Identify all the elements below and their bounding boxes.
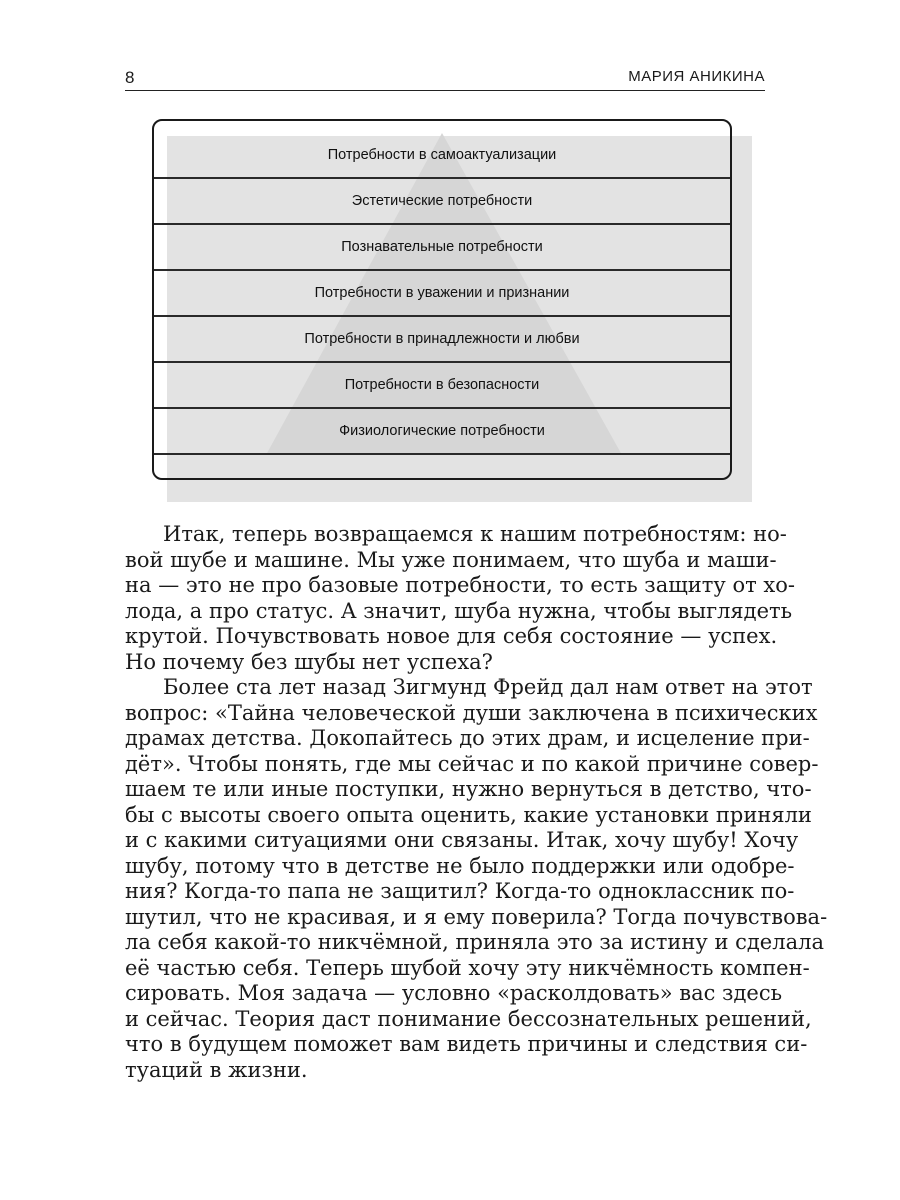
pyramid-level-label: Познавательные потребности [341, 239, 543, 255]
paragraph-1 [125, 522, 795, 675]
text-line: шутил, что не красивая, и я ему поверила? Тогда почувствова- [125, 904, 828, 929]
pyramid-level-aesthetic [154, 179, 730, 225]
text-line: её частью себя. Теперь шубой хочу эту никчёмность компен- [125, 955, 810, 980]
pyramid-level-belonging [154, 317, 730, 363]
pyramid-level-cognitive [154, 225, 730, 271]
text-line: шаем те или иные поступки, нужно вернуться в детство, что- [125, 777, 812, 801]
text-line: вой шубе и машине. Мы уже понимаем, что шуба и маши- [125, 547, 777, 572]
text-line: что в будущем поможет вам видеть причины и следствия си- [125, 1032, 808, 1056]
text-line: сировать. Моя задача — условно «расколдовать» вас здесь [125, 981, 783, 1005]
pyramid-level-label: Потребности в уважении и признании [314, 285, 570, 301]
text-line: Но почему без шубы нет успеха? [125, 649, 493, 674]
pyramid-level-self-actualization [154, 133, 730, 179]
pyramid-level-label: Эстетические потребности [351, 193, 533, 209]
text-line: бы с высоты своего опыта оценить, какие установки приняли [125, 802, 812, 827]
text-line: лода, а про статус. А значит, шуба нужна, чтобы выглядеть [125, 598, 793, 623]
text-line: на — это не про базовые потребности, то есть защиту от хо- [125, 573, 795, 597]
text-line: туаций в жизни. [125, 1057, 308, 1082]
running-header-author: МАРИЯ АНИКИНА [628, 68, 765, 85]
pyramid-level-physiological [154, 409, 730, 455]
pyramid-level-label: Потребности в безопасности [344, 377, 540, 393]
text-line: ла себя какой-то никчёмной, приняла это за истину и сделала [125, 930, 824, 954]
text-line: крутой. Почувствовать новое для себя состояние — успех. [125, 624, 778, 648]
pyramid-level-esteem [154, 271, 730, 317]
body-text [125, 522, 828, 1083]
text-line: и сейчас. Теория даст понимание бессознательных решений, [125, 1006, 812, 1031]
text-line: драмах детства. Докопайтесь до этих драм, и исцеление при- [125, 726, 810, 750]
pyramid-level-safety [154, 363, 730, 409]
paragraph-2 [125, 675, 828, 1083]
page-number: 8 [125, 68, 135, 87]
pyramid-level-label: Потребности в самоактуализации [327, 147, 557, 163]
text-line: дёт». Чтобы понять, где мы сейчас и по какой причине совер- [125, 751, 819, 776]
text-line: Итак, теперь возвращаемся к нашим потребностям: но- [163, 522, 787, 546]
maslow-pyramid-figure [152, 119, 752, 502]
figure-frame [152, 119, 732, 480]
running-header [125, 68, 765, 91]
text-line: Более ста лет назад Зигмунд Фрейд дал нам ответ на этот [163, 675, 813, 699]
pyramid-level-label: Потребности в принадлежности и любви [304, 331, 580, 347]
text-line: и с какими ситуациями они связаны. Итак, хочу шубу! Хочу [125, 828, 799, 852]
text-line: шубу, потому что в детстве не было поддержки или одобре- [125, 853, 795, 878]
pyramid-level-label: Физиологические потребности [339, 423, 545, 439]
text-line: ния? Когда-то папа не защитил? Когда-то одноклассник по- [125, 879, 795, 903]
text-line: вопрос: «Тайна человеческой души заключена в психических [125, 700, 818, 725]
